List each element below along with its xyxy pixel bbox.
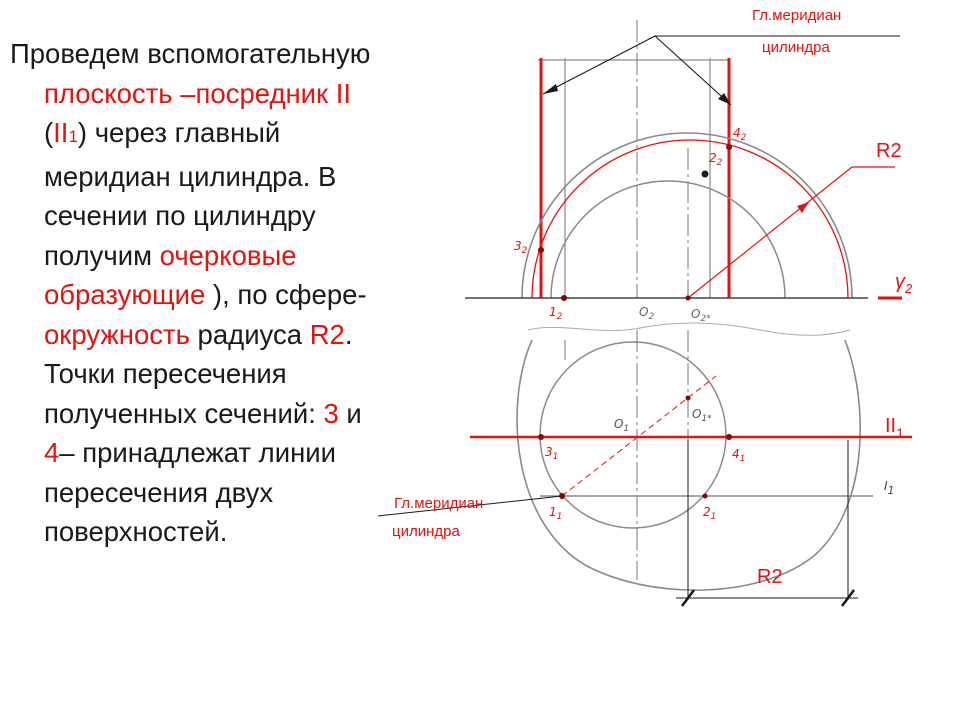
point-2-2 xyxy=(702,171,709,178)
label-o1 xyxy=(614,417,629,434)
label-1-1 xyxy=(549,505,562,522)
text-highlight: очерковые xyxy=(159,239,297,271)
label-part: I xyxy=(884,479,888,493)
text-part: II xyxy=(53,117,69,148)
section-circle-r2 xyxy=(532,140,848,298)
label-sub: 1 xyxy=(710,512,717,522)
label-3-2 xyxy=(514,239,528,256)
label-o1-star xyxy=(692,407,712,424)
callout-bottom-line2: цилиндра xyxy=(392,523,460,540)
plane-i1-label xyxy=(884,479,895,497)
label-part: O xyxy=(691,307,701,321)
label-part: O xyxy=(692,407,702,421)
label-1-2 xyxy=(549,305,563,322)
callout-bottom-line1: Гл.меридиан xyxy=(394,495,484,512)
label-part: 4 xyxy=(733,126,741,140)
callout-top-line1: Гл.меридиан xyxy=(752,7,842,24)
text-highlight: 4 xyxy=(44,437,60,468)
text-subscript: 1 xyxy=(68,127,78,146)
label-sub: 2 xyxy=(740,133,747,143)
r2-label-bottom: R2 xyxy=(757,566,783,588)
text-part: полученных сечений: xyxy=(44,397,324,429)
callout-top-line2: цилиндра xyxy=(762,39,830,56)
text-part: радиуса xyxy=(189,318,310,350)
label-part: 3 xyxy=(514,239,522,253)
text-part: ), по сфере- xyxy=(205,279,367,310)
text-line-5: сечении по цилиндру xyxy=(44,200,316,231)
text-highlight: R2 xyxy=(309,318,345,350)
cylinder-base-circle xyxy=(540,342,726,528)
point-4-2 xyxy=(726,144,732,150)
label-sub: 1 xyxy=(552,452,559,462)
label-part: II xyxy=(885,415,897,437)
point-1-2 xyxy=(561,295,567,301)
text-part: . xyxy=(344,318,353,350)
label-part: O xyxy=(614,417,624,431)
sphere-outline-horizontal xyxy=(517,340,860,590)
text-line-1: Проведем вспомогательную xyxy=(10,38,371,69)
text-part: ( xyxy=(44,117,54,148)
text-part: получим xyxy=(44,239,160,271)
text-highlight: образующие xyxy=(44,279,206,310)
label-2-1 xyxy=(703,505,716,522)
label-sub: 2 xyxy=(905,281,913,296)
text-part: ) через главный xyxy=(77,117,281,148)
label-sub: 2 xyxy=(648,312,655,322)
callout-top-arrow-left xyxy=(543,36,655,94)
label-3-1 xyxy=(545,445,558,462)
point-3-2 xyxy=(538,247,544,253)
r2-radius-line xyxy=(688,167,852,298)
label-part: 4 xyxy=(732,447,740,461)
text-line-13: поверхностей. xyxy=(44,516,228,547)
text-highlight: окружность xyxy=(44,318,190,350)
label-sub: 1 xyxy=(887,484,895,497)
label-part: 1 xyxy=(549,505,557,519)
text-highlight: 3 xyxy=(323,397,339,429)
label-sub: 2* xyxy=(700,314,711,324)
point-1-1 xyxy=(559,493,565,499)
label-part: 1 xyxy=(549,305,557,319)
label-sub: 1 xyxy=(623,424,630,434)
label-part: γ xyxy=(895,271,905,293)
label-4-1 xyxy=(732,447,745,464)
point-o1-star xyxy=(686,396,691,401)
label-sub: 1 xyxy=(556,512,563,522)
point-o2-star xyxy=(686,296,691,301)
point-3-1 xyxy=(538,434,544,440)
text-part: – принадлежат линии xyxy=(59,437,336,468)
label-part: 3 xyxy=(545,445,553,459)
text-line-9: Точки пересечения xyxy=(44,358,287,389)
label-sub: 1 xyxy=(739,454,746,464)
text-highlight: плоскость –посредник II xyxy=(44,77,351,109)
sphere-outline-front xyxy=(522,133,852,298)
label-sub: 1* xyxy=(701,414,712,424)
label-sub: 2 xyxy=(716,158,723,168)
label-2-2 xyxy=(709,151,723,168)
callout-top-arrow-right xyxy=(655,36,731,105)
label-part: 2 xyxy=(703,505,711,519)
label-sub: 2 xyxy=(521,246,528,256)
gamma-label xyxy=(895,271,913,296)
text-line-4: меридиан цилиндра. В xyxy=(44,160,337,192)
text-line-12: пересечения двух xyxy=(44,476,274,508)
label-o2-star xyxy=(691,307,711,324)
label-part: O xyxy=(639,305,649,319)
point-4-1 xyxy=(726,434,732,440)
label-o2 xyxy=(639,305,654,322)
arrowhead xyxy=(543,84,558,94)
text-part: и xyxy=(338,397,362,429)
break-line xyxy=(528,323,850,335)
point-2-1 xyxy=(703,494,708,499)
label-sub: 1 xyxy=(896,425,904,441)
r2-arrowhead xyxy=(797,202,809,213)
r2-label-top: R2 xyxy=(876,140,902,162)
parallel-circle-front xyxy=(551,181,785,298)
label-sub: 2 xyxy=(556,312,563,322)
label-part: 2 xyxy=(709,151,717,165)
